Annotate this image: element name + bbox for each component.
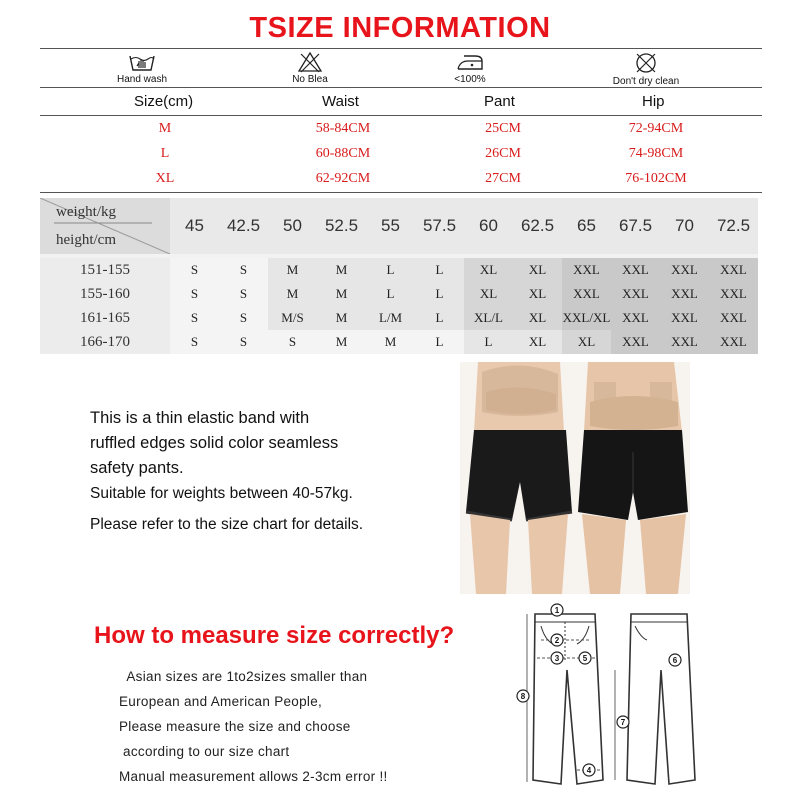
- page-title: TSIZE INFORMATION: [249, 12, 551, 44]
- weight-header-cell: 60: [479, 216, 498, 235]
- waist-cell: 62-92CM: [315, 171, 371, 186]
- size-cell: L/M: [366, 306, 415, 330]
- size-cell: S: [170, 282, 219, 306]
- size-cell: XXL: [562, 258, 611, 282]
- description-line: Please refer to the size chart for details.: [90, 516, 364, 533]
- size-cell: S: [170, 258, 219, 282]
- table-corner-header: [40, 198, 170, 254]
- size-cell: S: [219, 258, 268, 282]
- size-cell: L: [415, 306, 464, 330]
- size-cell: XXL/XL: [562, 306, 611, 330]
- size-cell: L: [160, 146, 170, 161]
- size-cell: XL: [513, 258, 562, 282]
- weight-header-cell: 45: [185, 216, 204, 235]
- care-label: No Blea: [292, 74, 328, 85]
- size-cell: L: [415, 330, 464, 354]
- size-cell: XL: [464, 258, 513, 282]
- description-line: safety pants.: [90, 459, 184, 477]
- weight-axis-label: weight/kg: [56, 204, 116, 220]
- care-label: <100%: [454, 74, 486, 85]
- size-cell: XXL: [709, 330, 758, 354]
- diagram-marker-label: 1: [554, 606, 560, 615]
- size-row: [40, 168, 762, 192]
- height-cell: 151-155: [40, 258, 170, 282]
- size-cell: XL: [513, 306, 562, 330]
- size-cell: XXL: [660, 282, 709, 306]
- diagram-marker-label: 2: [554, 636, 560, 645]
- measure-notes: [119, 664, 509, 789]
- product-description: [90, 407, 450, 538]
- diagram-marker-label: 4: [586, 766, 592, 775]
- weight-header-cell: 65: [577, 216, 596, 235]
- weight-header-cell: 50: [283, 216, 302, 235]
- diagram-marker-label: 5: [582, 654, 588, 663]
- hip-cell: 76-102CM: [625, 171, 687, 186]
- size-cell: M: [268, 258, 317, 282]
- pant-cell: 26CM: [485, 146, 521, 161]
- weight-header-cell: 70: [675, 216, 694, 235]
- size-cell: L: [464, 330, 513, 354]
- size-cell: XL/L: [464, 306, 513, 330]
- care-no-dry-clean: [586, 51, 706, 87]
- waist-cell: 60-88CM: [315, 146, 371, 161]
- size-cell: L: [366, 282, 415, 306]
- size-cell: M: [366, 330, 415, 354]
- size-cell: XXL: [660, 306, 709, 330]
- hip-cell: 74-98CM: [628, 146, 684, 161]
- weight-header-cell: 67.5: [618, 216, 653, 235]
- measure-title: How to measure size correctly?: [94, 622, 455, 649]
- size-guide-row: [40, 258, 758, 282]
- size-cell: S: [219, 330, 268, 354]
- size-cell: XXL: [660, 330, 709, 354]
- description-line: Suitable for weights between 40-57kg.: [90, 485, 353, 502]
- header-hip: Hip: [642, 93, 665, 110]
- size-cell: XXL: [709, 306, 758, 330]
- size-guide-row: [40, 306, 758, 330]
- size-cell: XL: [562, 330, 611, 354]
- size-cell: S: [170, 330, 219, 354]
- size-row: [40, 118, 762, 142]
- header-waist: Waist: [322, 93, 359, 110]
- care-iron: [410, 51, 530, 85]
- size-cell: XL: [513, 330, 562, 354]
- measure-note-line: Asian sizes are 1to2sizes smaller than: [119, 669, 368, 684]
- care-label: Hand wash: [116, 74, 168, 85]
- size-row: [40, 143, 762, 167]
- description-line: This is a thin elastic band with: [90, 409, 310, 427]
- measure-note-line: European and American People,: [119, 694, 323, 709]
- height-cell: 155-160: [40, 282, 170, 306]
- weight-header-cell: 62.5: [520, 216, 555, 235]
- care-hand-wash: [82, 51, 202, 85]
- size-cell: S: [219, 306, 268, 330]
- pants-outline: [505, 600, 705, 796]
- size-cell: XXL: [611, 330, 660, 354]
- size-cell: M: [317, 306, 366, 330]
- size-cell: M/S: [268, 306, 317, 330]
- size-cell: XXL: [611, 282, 660, 306]
- size-cell: L: [415, 258, 464, 282]
- header-size: Size(cm): [134, 93, 194, 110]
- height-cell: 166-170: [40, 330, 170, 354]
- product-photo-illustration: [460, 362, 690, 594]
- size-cell: XXL: [660, 258, 709, 282]
- size-cell: L: [415, 282, 464, 306]
- care-label: Don't dry clean: [612, 76, 680, 87]
- care-instructions-row: [40, 48, 762, 88]
- weight-height-table: [40, 198, 758, 354]
- height-axis-label: height/cm: [56, 232, 116, 248]
- header-pant: Pant: [484, 93, 515, 110]
- size-guide-row: [40, 330, 758, 354]
- size-cell: M: [158, 121, 172, 136]
- size-cell: XL: [464, 282, 513, 306]
- size-cell: XXL: [709, 282, 758, 306]
- diagram-marker-label: 3: [554, 654, 560, 663]
- waist-cell: 58-84CM: [315, 121, 371, 136]
- size-cell: L: [366, 258, 415, 282]
- measure-note-line: according to our size chart: [119, 744, 290, 759]
- hand-wash-icon: [128, 51, 156, 73]
- no-bleach-icon: [297, 51, 323, 73]
- size-cell: XL: [513, 282, 562, 306]
- care-no-bleach: [250, 51, 370, 85]
- diagram-marker-label: 7: [620, 718, 626, 727]
- size-cell: XXL: [709, 258, 758, 282]
- size-cell: S: [170, 306, 219, 330]
- measure-note-line: Please measure the size and choose: [119, 719, 351, 734]
- diagram-marker-label: 8: [520, 692, 526, 701]
- weight-header-cell: 55: [381, 216, 400, 235]
- weight-header-row: [170, 198, 758, 254]
- pants-measurement-diagram: [505, 600, 705, 796]
- size-cell: XL: [155, 171, 175, 186]
- iron-icon: [455, 51, 485, 73]
- size-cell: M: [317, 282, 366, 306]
- product-photo: [460, 362, 690, 594]
- size-cell: S: [268, 330, 317, 354]
- height-cell: 161-165: [40, 306, 170, 330]
- size-cell: XXL: [611, 306, 660, 330]
- pant-cell: 25CM: [485, 121, 521, 136]
- size-cell: M: [317, 330, 366, 354]
- size-cell: M: [317, 258, 366, 282]
- weight-header-cell: 52.5: [324, 216, 359, 235]
- weight-header-cell: 42.5: [226, 216, 261, 235]
- size-cell: M: [268, 282, 317, 306]
- measure-note-line: Manual measurement allows 2-3cm error !!: [119, 769, 388, 784]
- no-dry-clean-icon: [634, 51, 658, 75]
- size-cell: XXL: [562, 282, 611, 306]
- pant-cell: 27CM: [485, 171, 521, 186]
- description-line: ruffled edges solid color seamless: [90, 434, 339, 452]
- weight-header-cell: 57.5: [422, 216, 457, 235]
- size-cell: XXL: [611, 258, 660, 282]
- size-guide-row: [40, 282, 758, 306]
- size-cell: S: [219, 282, 268, 306]
- hip-cell: 72-94CM: [628, 121, 684, 136]
- diagram-marker-label: 6: [672, 656, 678, 665]
- size-table-header: [40, 90, 762, 116]
- weight-header-cell: 72.5: [716, 216, 751, 235]
- size-table-body: [40, 118, 762, 193]
